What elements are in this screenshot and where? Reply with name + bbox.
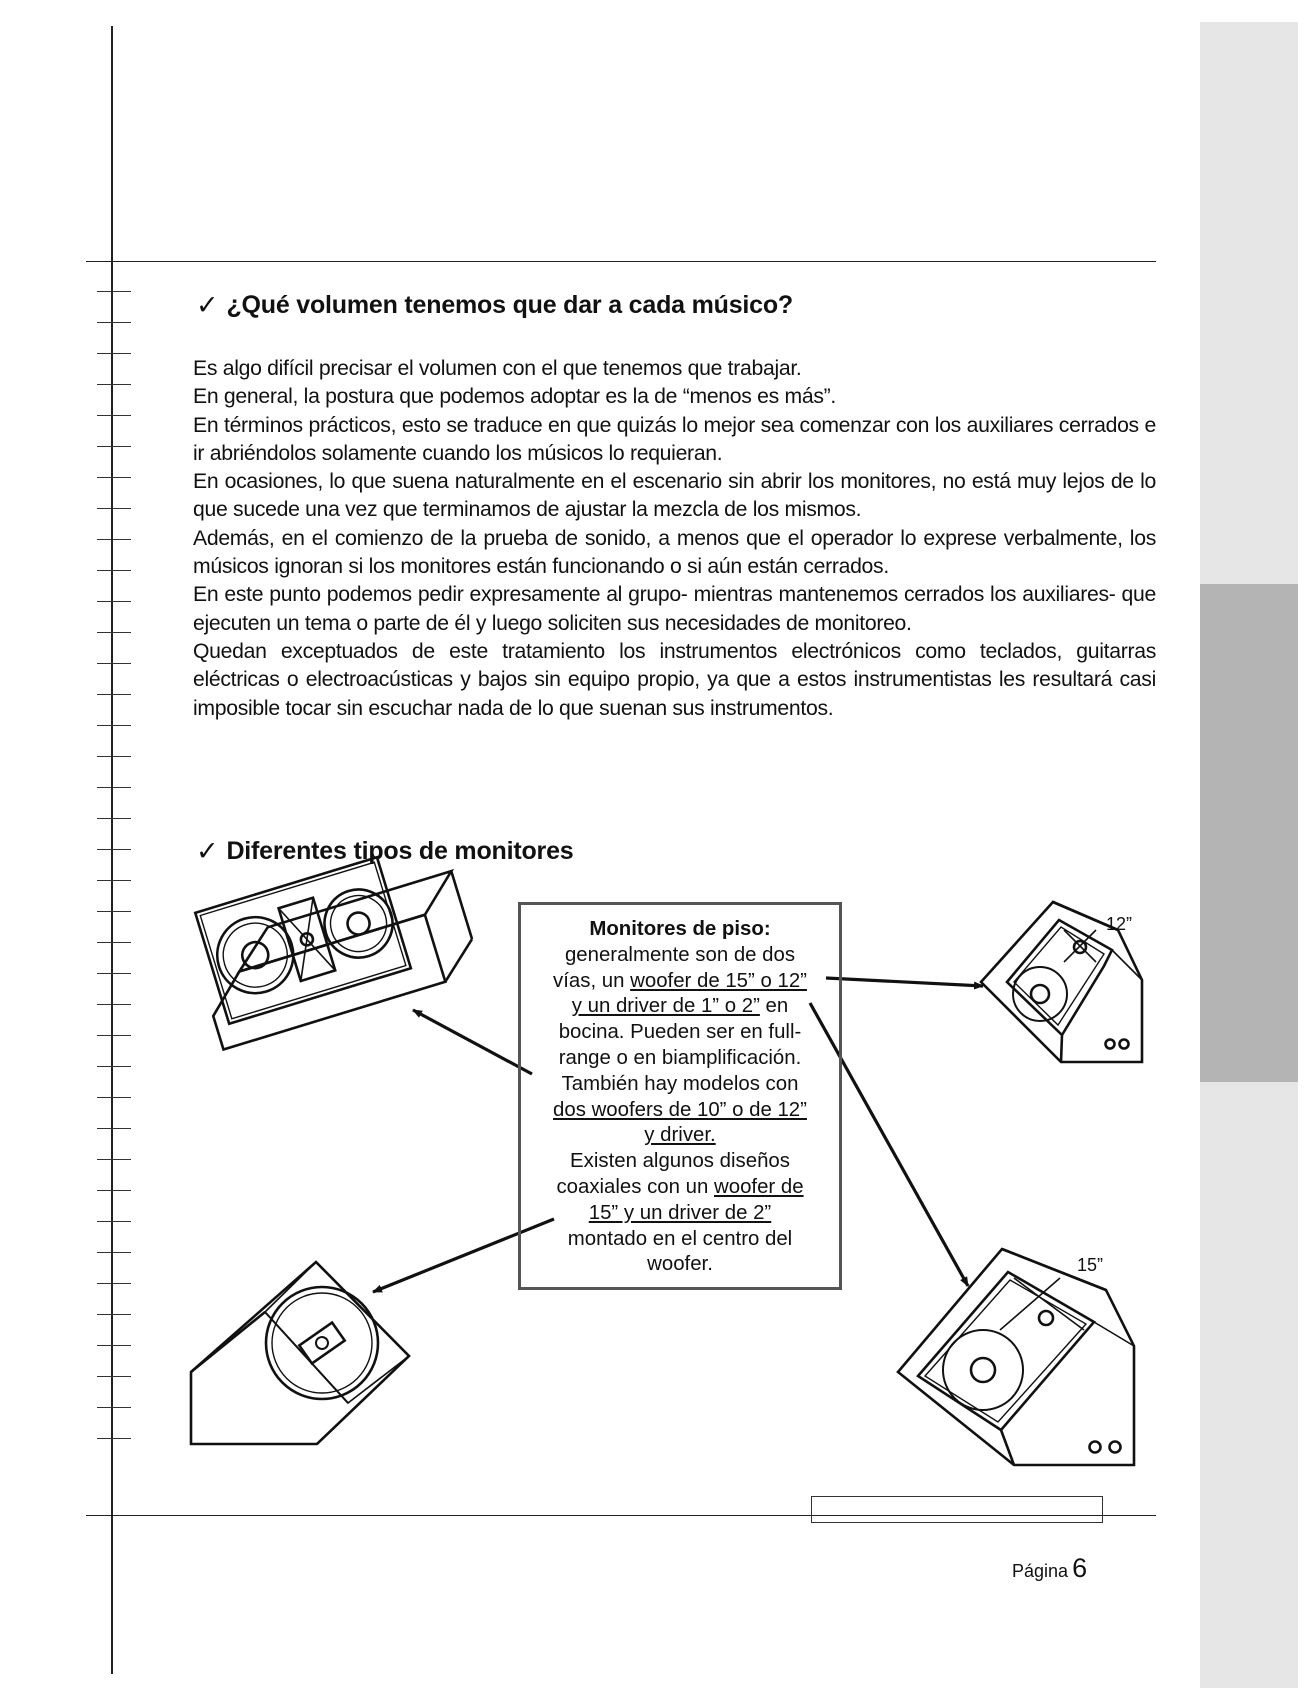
footer-box (811, 1496, 1103, 1523)
arrow-to-12-inch (826, 978, 983, 986)
size-label-12: 12” (1106, 914, 1133, 934)
callout-line (529, 1098, 831, 1124)
arrow-to-dual-woofer (413, 1010, 532, 1074)
callout-line (529, 1175, 831, 1201)
paragraph: En general, la postura que podemos adoptar es la de “menos es más”. (193, 385, 836, 409)
paragraph: Además, en el comienzo de la prueba de sonido, a menos que el operador lo exprese verbalmente, los músicos ignoran si los monitores están funcionando o si aún están cerrados. (193, 526, 1156, 579)
callout-underlined-text: y un driver de 1” o 2” (571, 995, 760, 1018)
callout-line (529, 1123, 831, 1149)
paragraph: Es algo difícil precisar el volumen con el que tenemos que trabajar. (193, 357, 802, 380)
callout-underlined-text: 15” y un driver de 2” (588, 1201, 772, 1224)
callout-line: Existen algunos diseños (570, 1150, 790, 1173)
page-number (1012, 1553, 1087, 1584)
checkmark-icon: ✓ (196, 290, 219, 320)
checkmark-icon: ✓ (196, 836, 219, 866)
page-number-value: 6 (1072, 1553, 1088, 1583)
monitor-15-inch-drawing (898, 1249, 1134, 1465)
callout-line (529, 1201, 831, 1227)
callout-underlined-text: y driver. (644, 1124, 716, 1147)
callout-line: range o en biamplificación. (558, 1046, 802, 1069)
callout-text: vías, un (553, 969, 631, 992)
callout-line: woofer. (647, 1253, 713, 1276)
callout-text: coaxiales con un (556, 1175, 714, 1198)
callout-line (529, 969, 831, 995)
callout-line: bocina. Pueden ser en full- (558, 1021, 802, 1044)
callout-line: montado en el centro del (567, 1227, 793, 1250)
paragraph: En términos prácticos, esto se traduce en que quizás lo mejor sea comenzar con los auxiliares cerrados e ir abriéndolos solamente cuando los músicos lo requieran. (193, 413, 1156, 465)
section-title: Diferentes tipos de monitores (226, 837, 574, 865)
callout-title: Monitores de piso: (589, 918, 771, 940)
paragraph: Quedan exceptuados de este tratamiento los instrumentos electrónicos como teclados, guitarras eléctricas o electroacústicas y bajos sin equipo propio, ya que a estos instrumentistas les resultará casi imposible tocar sin escuchar nada de lo que suenan sus instrumentos. (193, 639, 1156, 720)
floor-monitors-callout (518, 902, 842, 1290)
page-label: Página (1012, 1561, 1069, 1581)
callout-line: generalmente son de dos (564, 943, 796, 966)
callout-underlined-text: woofer de 15” o 12” (630, 969, 807, 992)
paragraph: En ocasiones, lo que suena naturalmente en el escenario sin abrir los monitores, no está muy lejos de lo que sucede una vez que terminamos de ajustar la mezcla de los mismos. (193, 470, 1156, 522)
dual-woofer-monitor-drawing (183, 838, 482, 1050)
callout-line (529, 994, 831, 1020)
callout-underlined-text: dos woofers de 10” o de 12” (553, 1098, 807, 1121)
callout-underlined-text: woofer de (714, 1175, 804, 1198)
size-label-15: 15” (1077, 1255, 1104, 1275)
section-title: ¿Qué volumen tenemos que dar a cada músico? (226, 291, 793, 319)
callout-line: También hay modelos con (561, 1072, 799, 1095)
paragraph: En este punto podemos pedir expresamente al grupo- mientras mantenemos cerrados los auxiliares- que ejecuten un tema o parte de él y luego soliciten sus necesidades de monitoreo. (193, 583, 1156, 635)
callout-text: en (759, 995, 789, 1018)
